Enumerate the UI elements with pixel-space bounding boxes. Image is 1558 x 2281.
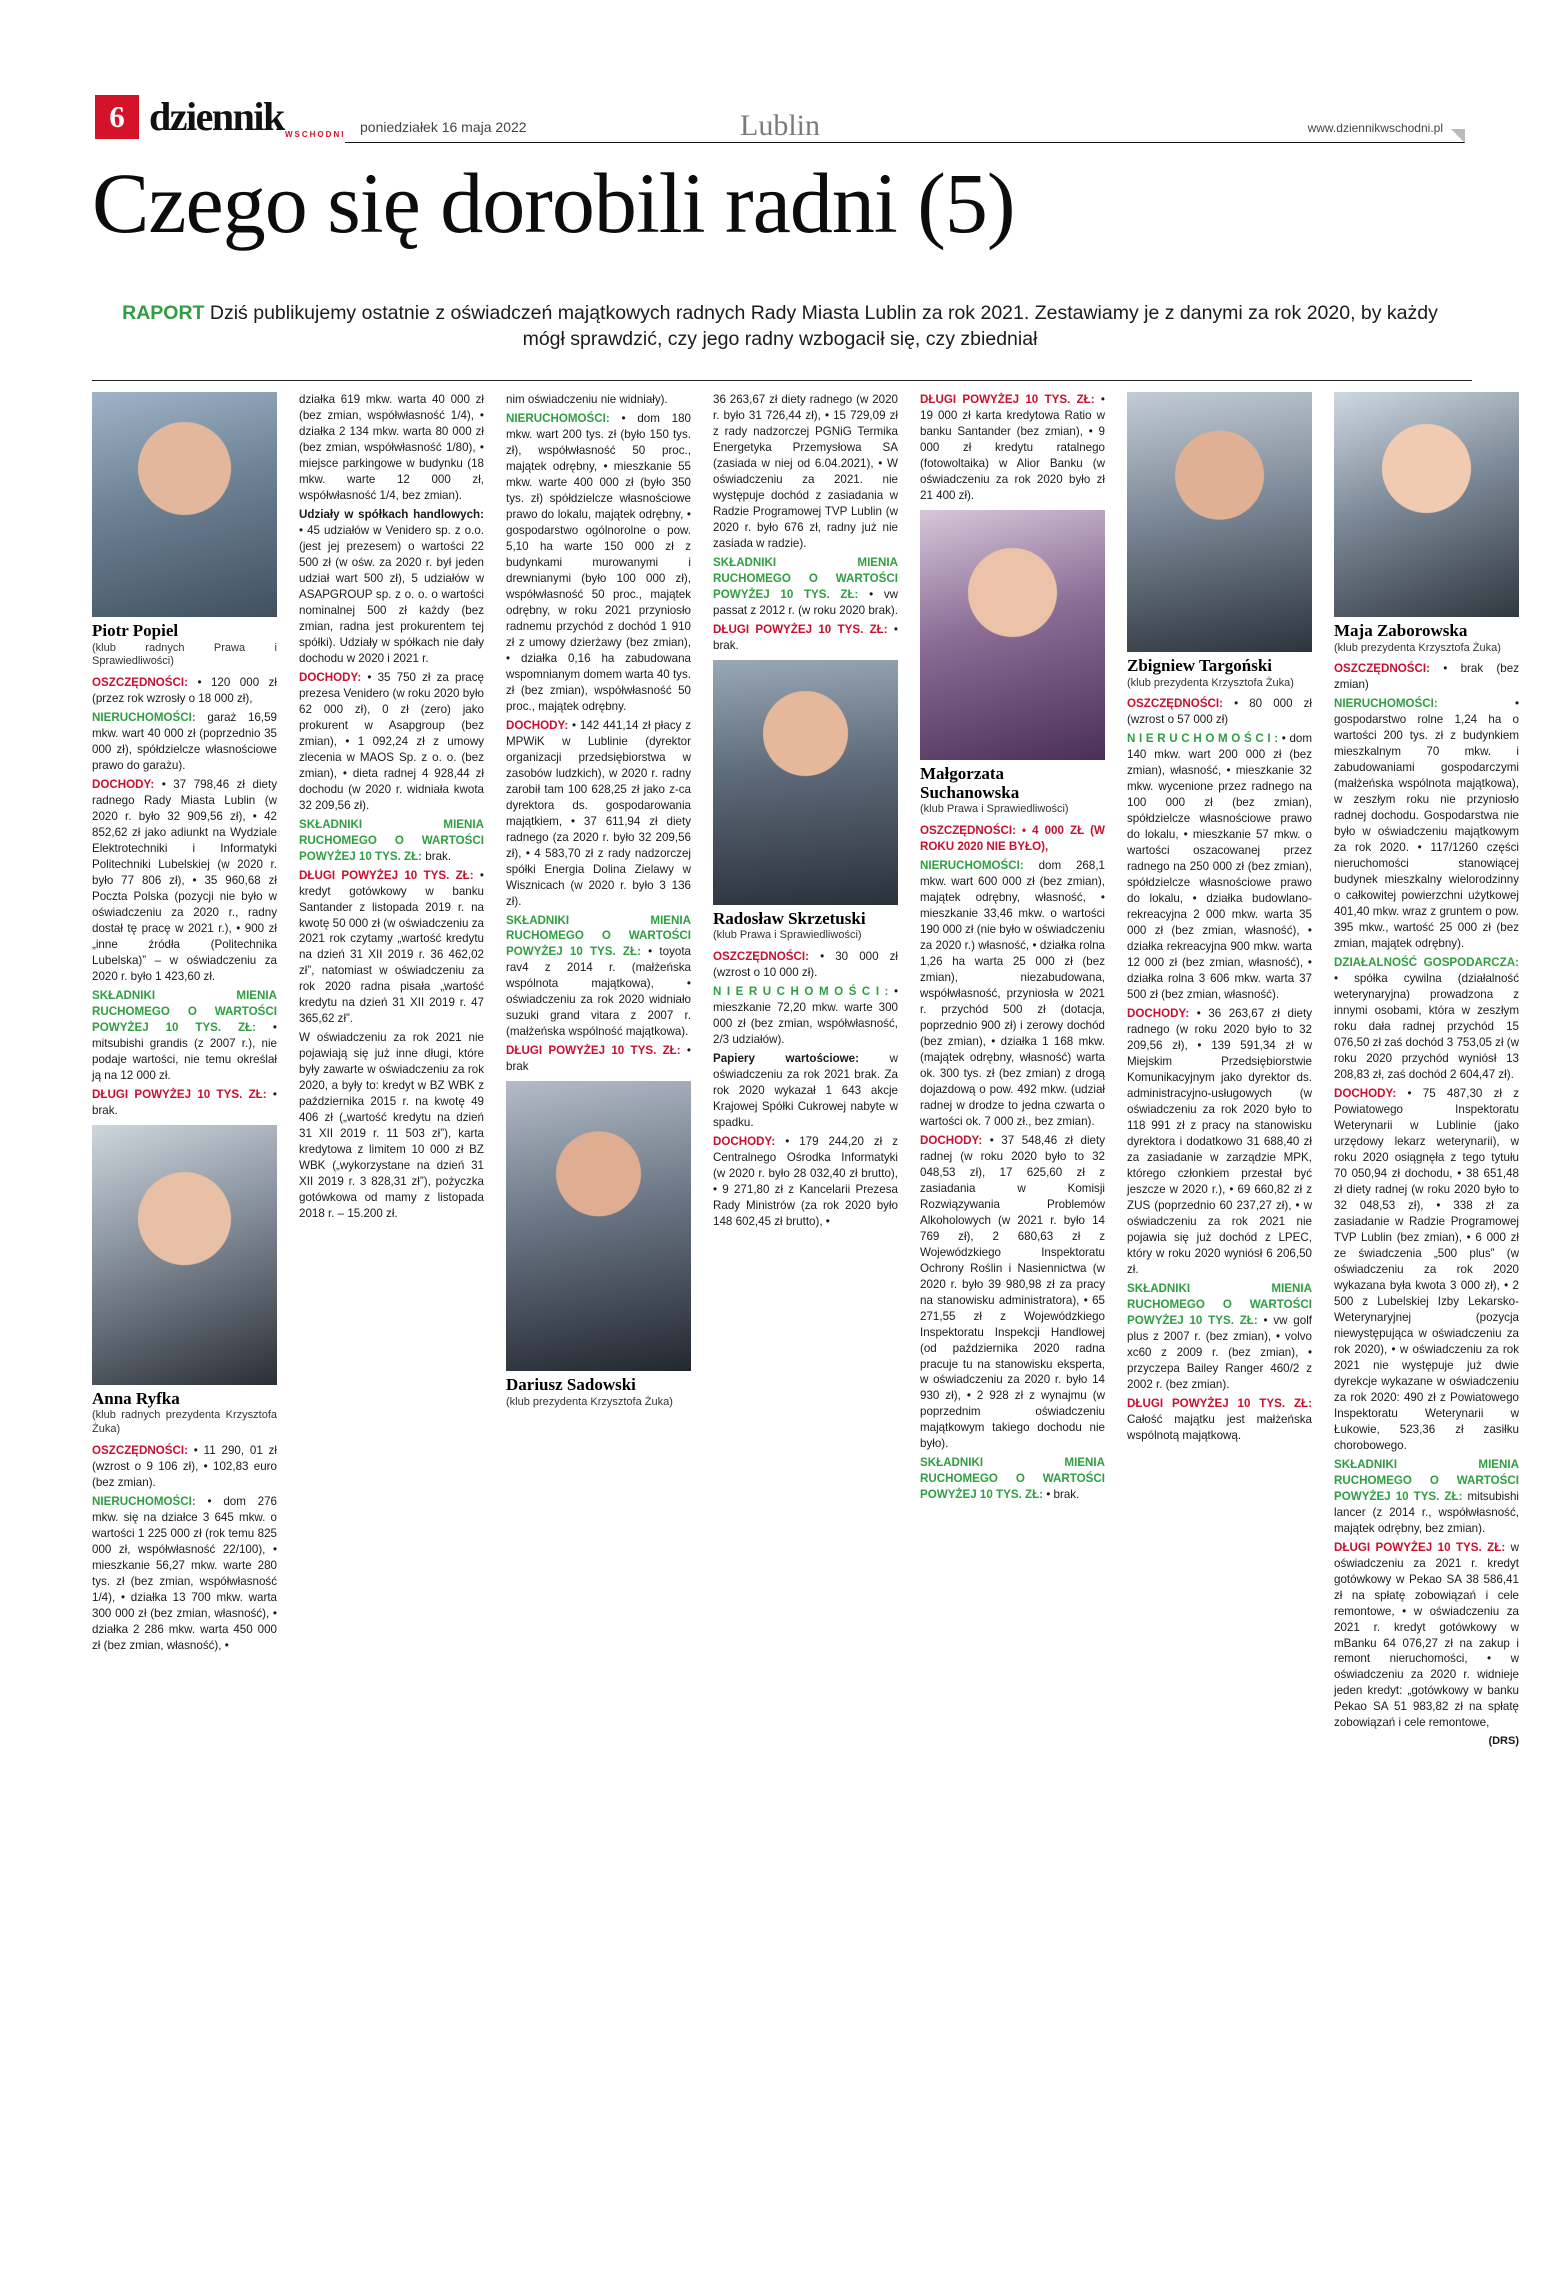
label-skladniki-2: SKŁADNIKI MIENIA RUCHOMEGO O WARTOŚCI POWYŻEJ 10 TYS. ZŁ: (299, 817, 484, 863)
ryfka-debts-text: • kredyt gotówkowy w banku Santander z listopada 2019 r. na kwotę 50 000 zł (w oświadczeniu za 2021 rok czytamy „wartość kredytu na dzień 31 XII 2019 r. 36 462,02 zł”, natomiast w oświadczeniu za rok 2020 radna pisała „wartość kredytu na dzień 31 XII 2019 r. 47 365,62 zł”. (299, 868, 484, 1026)
col3-debts-text: • brak (506, 1044, 691, 1074)
targonski-debts-text: Całość majątku jest małżeńska wspólnotą majątkową. (1127, 1412, 1312, 1442)
col4-assets-text: • vw passat z 2012 r. (w roku 2020 brak). (713, 587, 899, 617)
zaborowska-business-text: • spółka cywilna (działalność weterynaryjna) prowadzona z innymi osobami, która w zeszłym roku dała radnej przychód 15 076,50 zł zaś dochód 3 753,05 zł (w roku 2020 przychód wyniósł 13 208,83 zł, zaś dochód 2 604,47 zł). (1334, 972, 1519, 1082)
masthead-divider (345, 142, 1465, 143)
person-name-ryfka: Anna Ryfka (92, 1388, 180, 1408)
label-dlugi-2: DŁUGI POWYŻEJ 10 TYS. ZŁ: (299, 868, 474, 882)
newspaper-logo: dziennik (149, 94, 284, 139)
person-name-targonski: Zbigniew Targoński (1127, 656, 1273, 675)
label-dlugi-3: DŁUGI POWYŻEJ 10 TYS. ZŁ: (506, 1044, 681, 1058)
targonski-property-text: • dom 140 mkw. wart 200 000 zł (bez zmian), własność, • mieszkanie 32 mkw. wycenione przez radnego na 100 000 zł (bez zmian), spółdzielcze własnościowe prawo do lokalu, • mieszkanie 57 mkw. o wartości oszacowanej przez radnego na 250 000 zł (bez zmian), spółdzielcze własnościowe prawo do lokalu, • działka budowlano-rekreacyjna 2 000 mkw. warta 35 000 zł (bez zmian, własność), • działka rekreacyjna 900 mkw. warta 12 000 zł (bez zmian, własność), • działka rolna 3 606 mkw. warta 37 500 zł (bez zmian, własność). (1127, 732, 1312, 1002)
photo-piotr-popiel (92, 392, 277, 617)
label-oszczednosci: OSZCZĘDNOŚCI: (92, 676, 188, 690)
person-club-popiel: (klub radnych Prawa i Sprawiedliwości) (92, 641, 277, 668)
page-curl-icon (1451, 129, 1465, 143)
ryfka-debts (299, 868, 484, 1028)
ryfka-property (92, 1494, 277, 1654)
suchanowska-savings-text: • 4 000 ZŁ (W ROKU 2020 NIE BYŁO), (920, 824, 1105, 853)
ryfka-shares-text: • 45 udziałów w Venidero sp. z o.o. (jest jej prezesem) o wartości 22 500 zł (w ośw. za 2020 r. był jeden udział wart 500 zł), 5 udziałów w ASAPGROUP sp. z o. o. o wartości nominalnej 500 zł każdy (bez zmian, radna jest prokurentem tej spółki). Udziały w spółkach nie dały dochodu w 2020 i 2021 r. (299, 523, 484, 665)
label-nieruchomosci-6: N I E R U C H O M O Ś C I : (1127, 732, 1279, 746)
person-club-ryfka: (klub radnych prezydenta Krzysztofa Żuka) (92, 1409, 277, 1436)
label-dochody-2: DOCHODY: (299, 670, 362, 684)
popiel-income (92, 777, 277, 985)
label-dlugi-5: DŁUGI POWYŻEJ 10 TYS. ZŁ: (920, 393, 1095, 406)
suchanowska-property-text: dom 268,1 mkw. wart 600 000 zł (bez zmian), majątek odrębny, własność, • mieszkanie 33,46 mkw. o wartości 190 000 zł (nie było w oświadczeniu za 2020 r.) własność, • działka rolna 1,26 ha warta 25 000 zł (bez zmian), niezabudowana, współwłasność, przyniosła w 2021 r. przychód 500 zł (dotacja, poprzednio 900 zł) i zerowy dochód (bez zmian), • działka 1 168 mkw. (majątek odrębny, własność) warta ok. 300 tys. zł (bez zmian) z drogą dojazdową o pow. 492 mkw. (udział radnej w drodze to jedna czwarta o wartości ok. 7 000 zł., bez zmian). (920, 858, 1105, 1128)
col4-assets (713, 555, 898, 619)
popiel-debts (92, 1087, 277, 1119)
zaborowska-business (1334, 955, 1519, 1083)
newspaper-logo-subtitle: WSCHODNI (285, 130, 346, 139)
ryfka-debts-note: W oświadczeniu za rok 2021 nie pojawiają się już inne długi, które były zawarte w oświadczeniu za rok 2020, a były to: kredyt w BZ WBK z października 2015 r. na kwotę 49 406 zł („wartość kredytu na dzień 31 XII 2019 r. 11 503 zł”), karta kredytowa z limitem 10 000 zł BZ WBK („wykorzystane na dzień 31 XII 2019 r. 3 828,31 zł”), pożyczka gotówkowa od mamy z listopada 2018 r. – 15.200 zł. (299, 1031, 484, 1221)
zaborowska-assets (1334, 1457, 1519, 1537)
column-1 (92, 392, 277, 2242)
suchanowska-income-text: • 37 548,46 zł diety radnej (w roku 2020 było to 32 048,53 zł), 17 625,60 zł z zasiadania w Komisji Rozwiązywania Problemów Alkoholowych (w 2021 r. było 14 769 zł), 2 680,63 zł z Wojewódzkiego Inspektoratu Ochrony Roślin i Nasiennictwa (w 2020 r. było 39 980,98 zł za pracy na stanowisku administratora), • 65 271,55 zł z Wojewódzkiego Inspektoratu Inspekcji Handlowej (od października 2020 radna pracuje tu na stanowisku eksperta, w oświadczeniu za 2020 r. było 14 930 zł), • 2 928 zł z wynajmu (w poprzednim oświadczeniu majątkowym takiego dochodu nie było). (920, 1133, 1105, 1451)
lead-text: Dziś publikujemy ostatnie z oświadczeń majątkowych radnych Rady Miasta Lublin za rok 2021. Zestawiamy je z danymi za rok 2020, by każdy mógł sprawdzić, czy jego radny wzbogacił się, czy zbiedniał (204, 302, 1438, 351)
person-name-skrzetuski: Radosław Skrzetuski (713, 908, 866, 928)
skrzetuski-income-text: • 179 244,20 zł z Centralnego Ośrodka Informatyki (w 2020 r. było 28 032,40 zł brutto), • 9 271,80 zł z Kancelarii Prezesa Rady Ministrów (za rok 2020 było 148 602,45 zł brutto), • (713, 1135, 898, 1228)
label-nieruchomosci-4: N I E R U C H O M O Ś C I : (713, 985, 889, 999)
popiel-assets-text: • mitsubishi grandis (z 2007 r.), nie podaje wartości, nie temu określał ją na 12 000 zł. (92, 1020, 277, 1082)
ryfka-assets-text: brak. (422, 849, 452, 863)
targonski-income-text: • 36 263,67 zł diety radnego (w roku 2020 było to 32 209,56 zł), • 139 591,34 zł w Miejskim Przedsiębiorstwie Komunikacyjnym jako dyrektor ds. administracyjno-usługowych (w oświadczeniu za rok 2020 było to 118 991 zł z pracy na stanowisku dyrektora i dodatkowo 31 688,40 zł za zasiadanie w zarządzie MPK, którego członkiem przestał być jeszcze w 2020 r.), • 69 660,82 zł z ZUS (poprzednio 60 237,27 zł), • w oświadczeniu za rok 2021 nie pojawia się już dochód z LPEC, który w roku 2020 wyniósł 6 206,50 zł. (1127, 1007, 1312, 1276)
person-club-suchanowska: (klub Prawa i Sprawiedliwości) (920, 803, 1069, 816)
targonski-income (1127, 1006, 1312, 1278)
skrzetuski-property (713, 984, 898, 1048)
article-columns (92, 392, 1519, 2242)
person-name-popiel: Piotr Popiel (92, 621, 179, 640)
photo-malgorzata-suchanowska (920, 510, 1105, 760)
suchanowska-savings (920, 823, 1105, 855)
skrzetuski-property-text: • mieszkanie 72,20 mkw. warte 300 000 zł (bez zmian, współwłasność, 2/3 udziałów). (713, 985, 898, 1047)
col2-continuation: działka 619 mkw. warta 40 000 zł (bez zmian, współwłasność 1/4), • działka 2 134 mkw. warta 80 000 zł (bez zmian, współwłasność 1/80), • miejsce parkingowe w budynku (18 mkw. warte 12 000 zł, współwłasność 1/4, bez zmian). (299, 393, 484, 502)
popiel-debts-text: • brak. (92, 1087, 277, 1117)
label-skladniki-4: SKŁADNIKI MIENIA RUCHOMEGO O WARTOŚCI POWYŻEJ 10 TYS. ZŁ: (713, 555, 898, 601)
skrzetuski-securities-text: w oświadczeniu za rok 2021 brak. Za rok 2020 wykazał 1 643 akcje Krajowej Spółki Cukrowej nabyte w spadku. (713, 1052, 898, 1130)
page-title: Czego się dorobili radni (5) (92, 155, 1015, 251)
zaborowska-debts-text: w oświadczeniu za 2021 r. kredyt gotówkowy w Pekao SA 38 586,41 zł na spłatę zobowiązań i cele remontowe, • w oświadczeniu za 2021 r. kredyt gotówkowy w mBanku 64 076,27 zł na zakup i remont nieruchomości, • w oświadczeniu za 2020 r. widnieje jeden kredyt: „gotówkowy w banku Pekao SA 51 983,82 zł na spłatę zobowiązań i cele remontowe, (1334, 1540, 1519, 1730)
ryfka-shares (299, 507, 484, 667)
suchanowska-property (920, 858, 1105, 1130)
col3-income (506, 718, 691, 910)
person-club-sadowski: (klub prezydenta Krzysztofa Żuka) (506, 1396, 673, 1409)
photo-anna-ryfka (92, 1125, 277, 1385)
column-6 (1127, 392, 1312, 2242)
photo-dariusz-sadowski (506, 1081, 691, 1371)
col3-income-text: • 142 441,14 zł płacy z MPWiK w Lublinie (dyrektor organizacji przedsiębiorstwa w zasobów ludzkich), w 2020 r. radny zarobił tam 100 628,25 zł jako z-ca dyrektora ds. gospodarowania majątkiem, • 37 611,94 zł diety radnego (za 2020 r. było 32 209,56 zł), • 4 583,70 zł z rady nadzorczej spółki Energia Dolina Zielawy w Wisznicach (w 2020 r. było 3 136 zł). (506, 718, 691, 908)
label-dochody: DOCHODY: (92, 778, 155, 792)
label-papiery: Papiery wartościowe: (713, 1052, 859, 1066)
photo-radoslaw-skrzetuski (713, 660, 898, 905)
label-skladniki-5: SKŁADNIKI MIENIA RUCHOMEGO O WARTOŚCI POWYŻEJ 10 TYS. ZŁ: (920, 1456, 1105, 1502)
col5-debts-text: • 19 000 zł karta kredytowa Ratio w banku Santander (bez zmian), • 9 000 zł kredytu ratalnego (fotowoltaika) w Alior Banku (w oświadczeniu za rok 2020 było zł 21 400 zł). (920, 393, 1105, 502)
column-2 (299, 392, 484, 2242)
section-title: Lublin (740, 109, 820, 142)
skrzetuski-savings-text: • 30 000 zł (wzrost o 10 000 zł). (713, 950, 898, 980)
targonski-debts (1127, 1396, 1312, 1444)
zaborowska-debts (1334, 1540, 1519, 1732)
col3-assets-text: • toyota rav4 z 2014 r. (małżeńska wspólnota majątkowa), • oświadczeniu za rok 2020 widniało suzuki grand vitara z 2007 r. (małżeńska wspólność majątkowa). (506, 945, 691, 1039)
label-dzialalnosc: DZIAŁALNOŚĆ GOSPODARCZA: (1334, 956, 1519, 970)
column-4 (713, 392, 898, 2242)
person-club-skrzetuski: (klub Prawa i Sprawiedliwości) (713, 929, 862, 942)
zaborowska-savings (1334, 661, 1519, 693)
label-oszczednosci-6: OSZCZĘDNOŚCI: (1334, 662, 1430, 676)
targonski-property (1127, 731, 1312, 1003)
targonski-savings-text: • 80 000 zł (wzrost o 57 000 zł) (1127, 697, 1312, 727)
ryfka-assets (299, 817, 484, 865)
label-oszczednosci-4: OSZCZĘDNOŚCI: (920, 824, 1016, 838)
skrzetuski-savings (713, 949, 898, 981)
zaborowska-income-text: • 75 487,30 zł z Powiatowego Inspektoratu Weterynarii w Lublinie (jako urzędowy lekarz weterynarii), w roku 2020 osiągnęła z tego tytułu 70 050,94 zł dochodu, • 38 651,48 zł diety radnej (w roku 2020 było to 32 048,53 zł), • 338 zł za zasiadanie w Radzie Programowej TVP Lublin (bez zmian), • 6 000 zł ze świadczenia „500 plus” (w oświadczeniu za rok 2020 wykazana była kwota 3 000 zł), • 2 500 z Lubelskiej Izby Lekarsko-Weterynaryjnej (pozycja niewystępująca w oświadczeniu za rok 2020), • w oświadczeniu za rok 2021 nie występuje już dwie dyrekcje wykazane w oświadczeniu za rok 2020: 490 zł z Powiatowego Inspektoratu Weterynarii w Łukowie, 523,36 zł zasiłku chorobowego. (1334, 1087, 1519, 1452)
content-divider (92, 380, 1472, 381)
ryfka-property-text: • dom 276 mkw. się na działce 3 645 mkw. o wartości 1 225 000 zł (rok temu 825 000 zł, współwłasność 22/100), • mieszkanie 56,27 mkw. warte 280 tys. zł (bez zmian, współwłasność 1/4), • działka 13 700 mkw. warta 300 000 zł (bez zmian, własność), • działka 2 286 mkw. warta 450 000 zł (bez zmian, własność), • (92, 1494, 277, 1652)
ryfka-income-text: • 35 750 zł za pracę prezesa Venidero (w roku 2020 było 62 000 zł), 0 zł (zero) jako prokurent w Asapgroup (bez zmian), • 1 092,24 zł z umowy zlecenia w MAOS Sp. z o. o. (bez zmian), • dieta radnej 4 928,44 zł dochodu (w 2020 r. widniała kwota 32 209,56 zł). (299, 670, 484, 812)
column-3 (506, 392, 691, 2242)
suchanowska-income (920, 1133, 1105, 1453)
label-nieruchomosci: NIERUCHOMOŚCI: (92, 711, 196, 725)
targonski-savings (1127, 696, 1312, 728)
suchanowska-assets (920, 1455, 1105, 1503)
popiel-savings-text: • 120 000 zł (przez rok wzrosły o 18 000 zł), (92, 676, 277, 706)
popiel-property-text: garaż 16,59 mkw. wart 40 000 zł (poprzednio 35 000 zł), spółdzielcze własnościowe prawo do garażu). (92, 711, 277, 773)
photo-maja-zaborowska (1334, 392, 1519, 617)
person-club-zaborowska: (klub prezydenta Krzysztofa Żuka) (1334, 641, 1501, 654)
person-club-targonski: (klub prezydenta Krzysztofa Żuka) (1127, 676, 1294, 689)
issue-date: poniedziałek 16 maja 2022 (360, 119, 527, 135)
masthead (95, 95, 1465, 147)
zaborowska-savings-text: • brak (bez zmian) (1334, 662, 1519, 692)
person-name-suchanowska: Małgorzata Suchanowska (920, 763, 1020, 802)
popiel-income-text: • 37 798,46 zł diety radnego Rady Miasta Lublin (w 2020 r. było 32 909,56 zł), • 42 852,62 zł jako adiunkt na Wydziale Elektrotechniki i Informatyki Politechniki Lubelskiej (w 2020 r. było 77 806 zł), • 35 960,68 zł Poczta Polska (pozycji nie było w oświadczeniu za 2020 r., radny dostał tę pracę w 2021 r.), • 900 zł „inne źródła (Politechnika Lubelska)” – w oświadczeniu za 2020 r. było 1 423,60 zł. (92, 778, 277, 983)
zaborowska-property (1334, 696, 1519, 952)
col5-debts-top (920, 392, 1105, 504)
targonski-assets (1127, 1281, 1312, 1393)
skrzetuski-securities (713, 1051, 898, 1131)
label-dlugi-4: DŁUGI POWYŻEJ 10 TYS. ZŁ: (713, 622, 888, 636)
label-oszczednosci-2: OSZCZĘDNOŚCI: (92, 1443, 188, 1457)
zaborowska-income (1334, 1086, 1519, 1454)
person-name-zaborowska: Maja Zaborowska (1334, 621, 1468, 640)
suchanowska-assets-text: • brak. (1043, 1488, 1080, 1502)
ryfka-income (299, 670, 484, 814)
label-nieruchomosci-7: NIERUCHOMOŚCI: (1334, 697, 1438, 711)
label-udzialy: Udziały w spółkach handlowych: (299, 507, 484, 521)
label-skladniki-7: SKŁADNIKI MIENIA RUCHOMEGO O WARTOŚCI POWYŻEJ 10 TYS. ZŁ: (1334, 1457, 1519, 1503)
popiel-property (92, 710, 277, 774)
photo-zbigniew-targonski (1127, 392, 1312, 652)
label-skladniki-3: SKŁADNIKI MIENIA RUCHOMEGO O WARTOŚCI POWYŻEJ 10 TYS. ZŁ: (506, 913, 691, 959)
popiel-savings (92, 675, 277, 707)
col3-assets (506, 913, 691, 1041)
label-dochody-6: DOCHODY: (1127, 1007, 1190, 1021)
zaborowska-property-text: • gospodarstwo rolne 1,24 ha o wartości 200 tys. zł z budynkiem mieszkalnym 70 mkw. i zabudowaniami gospodarczymi (małżeńska wspólnota majątkowa), w zeszłym roku nie przyniosło radnej dochodu. Gospodarstwa nie było w oświadczeniu majątkowym za rok 2020. • 117/1260 części nieruchomości stanowiącej budynek mieszkalny wielorodzinny o całkowitej powierzchni użytkowej 401,40 mkw. wraz z gruntem o pow. 395 mkw., wartość 25 000 zł (bez zmian, majątek odrębny). (1334, 697, 1519, 951)
label-dochody-4: DOCHODY: (713, 1135, 776, 1149)
ryfka-savings (92, 1443, 277, 1491)
column-7 (1334, 392, 1519, 2242)
label-nieruchomosci-2: NIERUCHOMOŚCI: (92, 1494, 196, 1508)
targonski-assets-text: • vw golf plus z 2007 r. (bez zmian), • volvo xc60 z 2009 r. (bez zmian), • przyczepa Bailey Ranger 460/2 z 2002 r. (bez zmian). (1127, 1313, 1312, 1391)
label-oszczednosci-5: OSZCZĘDNOŚCI: (1127, 697, 1223, 711)
label-dlugi: DŁUGI POWYŻEJ 10 TYS. ZŁ: (92, 1087, 267, 1101)
label-nieruchomosci-3: NIERUCHOMOŚCI: (506, 411, 610, 425)
col3-property (506, 411, 691, 715)
label-skladniki-6: SKŁADNIKI MIENIA RUCHOMEGO O WARTOŚCI POWYŻEJ 10 TYS. ZŁ: (1127, 1281, 1312, 1327)
page-number: 6 (95, 95, 139, 139)
label-dlugi-7: DŁUGI POWYŻEJ 10 TYS. ZŁ: (1334, 1540, 1506, 1554)
label-dochody-7: DOCHODY: (1334, 1087, 1397, 1101)
skrzetuski-income (713, 1134, 898, 1230)
label-oszczednosci-3: OSZCZĘDNOŚCI: (713, 950, 809, 964)
website-url: www.dziennikwschodni.pl (1307, 121, 1443, 135)
label-nieruchomosci-5: NIERUCHOMOŚCI: (920, 858, 1024, 872)
col3-continuation: nim oświadczeniu nie widniały). (506, 393, 668, 406)
ryfka-savings-text: • 11 290, 01 zł (wzrost o 9 106 zł), • 102,83 euro (bez zmian). (92, 1443, 277, 1489)
popiel-assets (92, 988, 277, 1084)
label-dlugi-6: DŁUGI POWYŻEJ 10 TYS. ZŁ: (1127, 1396, 1312, 1410)
label-dochody-5: DOCHODY: (920, 1133, 983, 1147)
zaborowska-assets-text: mitsubishi lancer (z 2014 r., współwłasność, majątek odrębny, bez zmian). (1334, 1489, 1519, 1535)
label-skladniki: SKŁADNIKI MIENIA RUCHOMEGO O WARTOŚCI POWYŻEJ 10 TYS. ZŁ: (92, 988, 277, 1034)
lead-paragraph (115, 300, 1445, 353)
article-byline: (DRS) (1488, 1735, 1519, 1748)
col3-debts (506, 1043, 691, 1075)
col4-continuation: 36 263,67 zł diety radnego (w 2020 r. było 31 726,44 zł), • 15 729,09 zł z rady nadzorczej PGNiG Termika Energetyka Przemysłowa SA (zasiada w niej od 6.04.2021), • W oświadczeniu za 2021. nie występuje dochód z zasiadania w Radzie Programowej TVP Lublin (w 2020 r. było 676 zł, radny już nie zasiada w radzie). (713, 393, 898, 550)
col4-debts (713, 622, 898, 654)
col3-property-text: • dom 180 mkw. wart 200 tys. zł (było 150 tys. zł), współwłasność 50 proc., majątek odrębny, • mieszkanie 55 mkw. warte 400 000 zł (było 350 tys. zł) spółdzielcze własnościowe prawo do lokalu, majątek odrębny, • gospodarstwo ogólnorolne o pow. 5,10 ha warte 150 000 zł z budynkami murowanymi i drewnianymi (było 100 000 zł), współwłasność 50 proc., majątek odrębny, w roku 2021 przyniosło radnemu przychód z dochód 1 910 zł z umowy dzierżawy (bez zmian), • działka 0,16 ha zabudowana wspomnianym domem warta 40 tys. zł (bez zmian), współwłasność 50 proc., majątek odrębny. (506, 411, 691, 713)
person-name-sadowski: Dariusz Sadowski (506, 1375, 636, 1395)
label-dochody-3: DOCHODY: (506, 718, 569, 732)
lead-tag: RAPORT (122, 302, 205, 324)
col4-debts-text: • brak. (713, 622, 898, 652)
column-5 (920, 392, 1105, 2242)
